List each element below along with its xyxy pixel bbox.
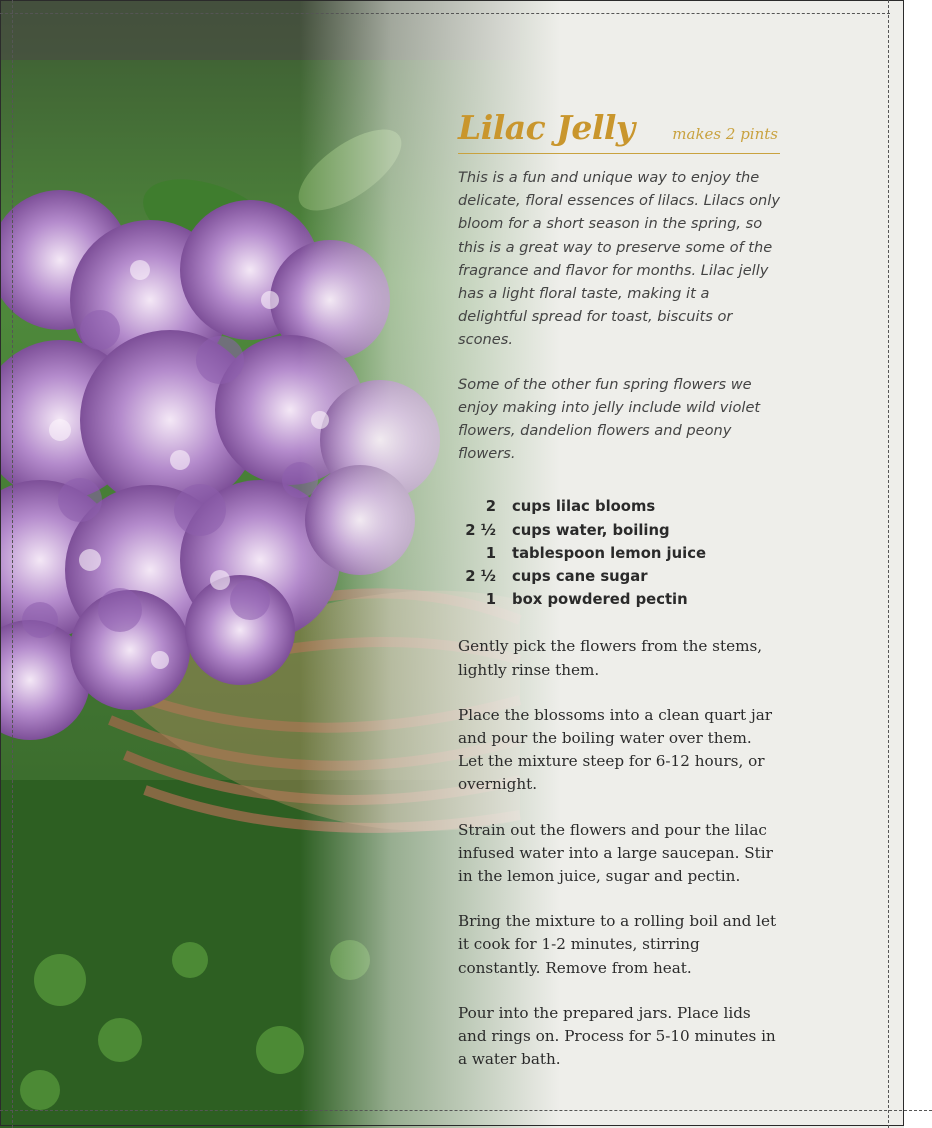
ingredient-row [458, 495, 780, 518]
cut-line-right [888, 0, 889, 1128]
cut-line-bottom [0, 1110, 932, 1111]
ingredient-quantity: 2 ½ [465, 568, 496, 586]
ingredient-item: cups water, boiling [512, 521, 670, 539]
ingredient-quantity: 2 [485, 498, 496, 516]
instruction-step: Bring the mixture to a rolling boil and let it cook for 1-2 minutes, stirring constantly. Remove from heat. [458, 912, 777, 977]
title-row [458, 108, 780, 154]
ingredient-list [458, 495, 780, 611]
instruction-step: Gently pick the flowers from the stems, lightly rinse them. [458, 637, 763, 679]
intro-paragraph: Some of the other fun spring flowers we enjoy making into jelly include wild violet flowers, dandelion flowers and peony flowers. [458, 375, 761, 463]
ingredient-item: tablespoon lemon juice [512, 544, 707, 562]
cut-line-left [12, 0, 13, 1128]
ingredient-row [458, 519, 780, 542]
recipe-content [458, 108, 780, 1094]
ingredient-quantity: 1 [485, 544, 496, 562]
intro-paragraph: This is a fun and unique way to enjoy the delicate, floral essences of lilacs. Lilacs only bloom for a short season in the spring, so this is a great way to preserve some of the fragrance and flavor for months. Lilac jelly has a light floral taste, making it a delightful spread for toast, biscuits or scones. [458, 169, 780, 349]
ingredient-item: cups cane sugar [512, 568, 648, 586]
instruction-step: Strain out the flowers and pour the lilac infused water into a large saucepan. Stir in the lemon juice, sugar and pectin. [458, 820, 773, 886]
ingredient-row [458, 542, 780, 565]
ingredient-item: box powdered pectin [512, 591, 688, 609]
instruction-step: Pour into the prepared jars. Place lids and rings on. Process for 5-10 minutes in a water bath. [458, 1003, 776, 1069]
instruction-step: Place the blossoms into a clean quart jar and pour the boiling water over them. Let the mixture steep for 6-12 hours, or overnight. [458, 705, 773, 794]
ingredient-row [458, 588, 780, 611]
ingredient-quantity: 1 [485, 591, 496, 609]
cut-line-top [0, 13, 890, 14]
ingredient-item: cups lilac blooms [512, 498, 656, 516]
recipe-title: Lilac Jelly [458, 108, 635, 147]
ingredient-quantity: 2 ½ [465, 521, 496, 539]
ingredient-row [458, 565, 780, 588]
recipe-yield: makes 2 pints [672, 125, 778, 143]
